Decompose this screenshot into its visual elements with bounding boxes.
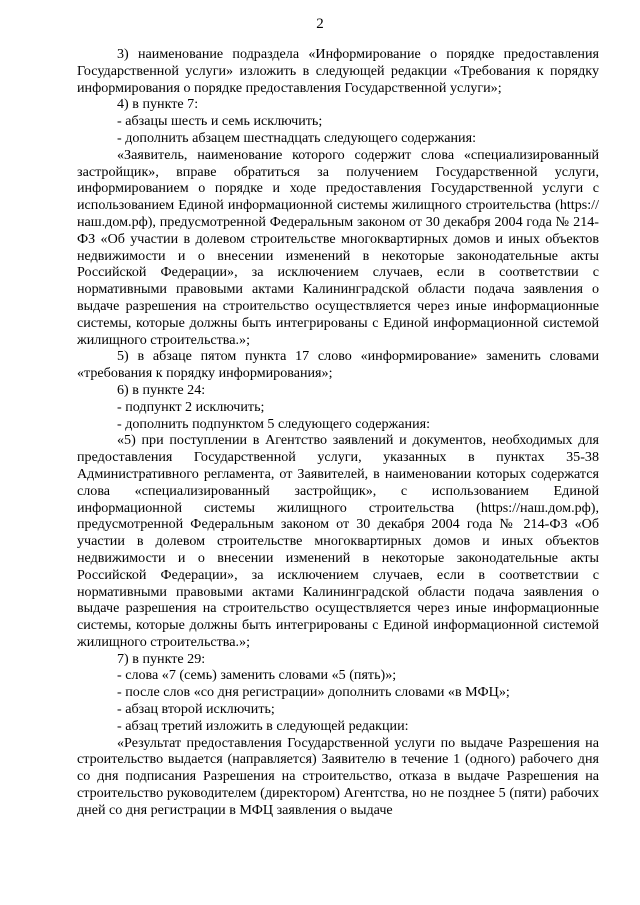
paragraph-bullet: - после слов «со дня регистрации» дополнить словами «в МФЦ»; [117, 684, 510, 701]
paragraph-item-5: 5) в абзаце пятом пункта 17 слово «информирование» заменить словами «требования к порядку информирования»; [77, 348, 599, 382]
paragraph-quote: «Заявитель, наименование которого содержит слова «специализированный застройщик», вправе обратиться за получением Государственной услуги, информированием о порядке и ходе предоставления Государственной услуги с использованием Единой информационной системы жилищного строительства (https://наш.дом.рф), предусмотренной Федеральным законом от 30 декабря 2004 года № 214-ФЗ «Об участии в долевом строительстве многоквартирных домов и иных объектов недвижимости и о внесении изменений в некоторые законодательные акты Российской Федерации», за исключением случаев, если в соответствии с нормативными правовыми актами Калининградской области подача заявления о выдаче разрешения на строительство осуществляется через иные информационные системы, которые должны быть интегрированы с Единой информационной системой жилищного строительства.»; [77, 146, 599, 348]
paragraph-quote: «Результат предоставления Государственной услуги по выдаче Разрешения на строительство выдается (направляется) Заявителю в течение 1 (одного) рабочего дня со дня подписания Разрешения на строительство, отказа в выдаче Разрешения на строительство руководителем (директором) Агентства, но не позднее 5 (пяти) рабочих дней со дня регистрации в МФЦ заявления о выдаче [77, 734, 599, 818]
paragraph-bullet: - абзацы шесть и семь исключить; [117, 113, 323, 130]
paragraph-bullet: - абзац второй исключить; [117, 701, 275, 718]
paragraph-bullet: - абзац третий изложить в следующей редакции: [117, 717, 409, 734]
paragraph-item-3: 3) наименование подраздела «Информирование о порядке предоставления Государственной услуги» изложить в следующей редакции «Требования к порядку информирования о порядке предоставления Государственной услуги»; [77, 46, 599, 96]
paragraph-bullet: - дополнить подпунктом 5 следующего содержания: [117, 415, 431, 432]
paragraph-bullet: - слова «7 (семь) заменить словами «5 (пять)»; [117, 667, 397, 684]
page-number: 2 [316, 16, 324, 32]
paragraph-quote: «5) при поступлении в Агентство заявлений и документов, необходимых для предоставления Государственной услуги, указанных в пунктах 35-38 Административного регламента, от Заявителей, в наименовании которых содержатся слова «специализированный застройщик», с использованием Единой информационной системы жилищного строительства (https://наш.дом.рф), предусмотренной Федеральным законом от 30 декабря 2004 года № 214-ФЗ «Об участии в долевом строительстве многоквартирных домов и иных объектов недвижимости и о внесении изменений в некоторые законодательные акты Российской Федерации», за исключением случаев, если в соответствии с нормативными правовыми актами Калининградской области подача заявления о выдаче разрешения на строительство осуществляется через иные информационные системы, которые должны быть интегрированы с Единой информационной системой жилищного строительства.»; [77, 432, 599, 650]
paragraph-bullet: - дополнить абзацем шестнадцать следующего содержания: [117, 129, 476, 146]
paragraph-item-6: 6) в пункте 24: [117, 381, 206, 398]
paragraph-bullet: - подпункт 2 исключить; [117, 398, 265, 415]
document-body [77, 46, 599, 819]
paragraph-item-7: 7) в пункте 29: [117, 650, 206, 667]
paragraph-item-4: 4) в пункте 7: [117, 96, 199, 113]
